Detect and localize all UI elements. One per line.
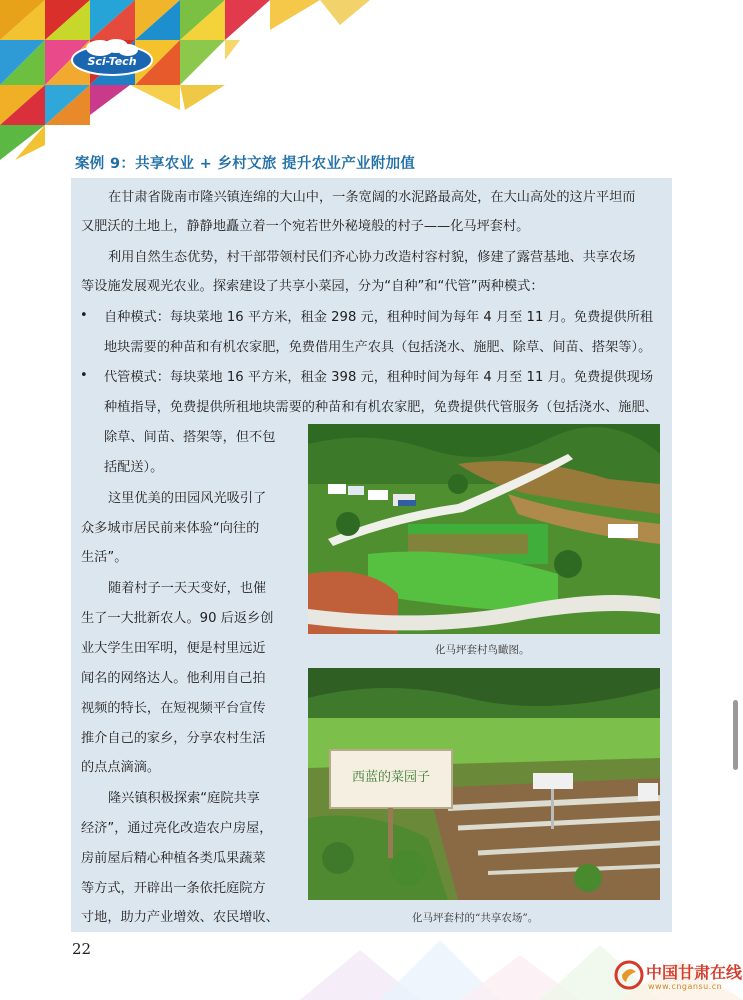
watermark-url: www.cngansu.cn [648,982,723,991]
scrollbar-thumb[interactable] [733,700,738,770]
village-aerial-photo [308,424,660,634]
bullet-2-dot: • [80,368,88,383]
paragraph-2-line-1: 利用自然生态优势，村干部带领村民们齐心协力改造村容村貌，修建了露营基地、共享农场 [108,250,636,265]
paragraph-5-line-3: 房前屋后精心种植各类瓜果蔬菜 [81,851,266,866]
paragraph-4-line-7: 的点点滴滴。 [81,760,161,775]
paragraph-4-line-2: 生了一大批新农人。90 后返乡创 [81,611,274,626]
watermark-logo-icon [614,960,644,990]
photo-1-caption: 化马坪套村鸟瞰图。 [435,644,530,656]
bullet-2-line-1: 代管模式：每块菜地 16 平方米，租金 398 元，租种时间为每年 4 月至 11 月。免费提供现场 [104,370,654,385]
case-title: 案例 9：共享农业 + 乡村文旅 提升农业产业附加值 [75,156,416,172]
bullet-1-dot: • [80,308,88,323]
paragraph-4-line-6: 推介自己的家乡，分享农村生活 [81,731,266,746]
shared-farm-photo [308,668,660,900]
farm-sign-text: 西蓝的菜园子 [351,770,431,785]
paragraph-3-line-3: 生活”。 [81,550,128,565]
bullet-1-line-2: 地块需要的种苗和有机农家肥，免费借用生产农具（包括浇水、施肥、除草、间苗、搭架等）。 [104,340,652,355]
paragraph-4-line-4: 闻名的网络达人。他利用自己拍 [81,671,266,686]
photo-2-caption: 化马坪套村的“共享农场”。 [412,912,539,924]
paragraph-5-line-5: 寸地，助力产业增效、农民增收、 [81,910,279,925]
paragraph-2-line-2: 等设施发展观光农业。探索建设了共享小菜园，分为“自种”和“代管”两种模式： [81,279,544,294]
paragraph-5-line-2: 经济”，通过亮化改造农户房屋， [81,821,273,836]
paragraph-4-line-3: 业大学生田军明，便是村里远近 [81,641,266,656]
bullet-2-line-3: 除草、间苗、搭架等，但不包 [104,430,276,445]
paragraph-1-line-2: 又肥沃的土地上，静静地矗立着一个宛若世外秘境般的村子——化马坪套村。 [81,219,530,234]
paragraph-4-line-5: 视频的特长，在短视频平台宣传 [81,701,266,716]
bullet-1-line-1: 自种模式：每块菜地 16 平方米，租金 298 元，租种时间为每年 4 月至 11 月。免费提供所租 [104,310,654,325]
header-decoration [0,0,743,170]
bullet-2-line-2: 种植指导，免费提供所租地块需要的种苗和有机农家肥，免费提供代管服务（包括浇水、施肥、 [104,400,658,415]
paragraph-5-line-1: 隆兴镇积极探索“庭院共享 [108,791,260,806]
watermark-text: 中国甘肃在线 [646,963,743,982]
logo-text: Sci-Tech [87,55,137,68]
paragraph-3-line-1: 这里优美的田园风光吸引了 [108,491,267,506]
paragraph-5-line-4: 等方式，开辟出一条依托庭院方 [81,881,266,896]
sci-tech-logo [70,38,155,80]
bullet-2-line-4: 括配送）。 [104,460,164,475]
paragraph-3-line-2: 众多城市居民前来体验“向往的 [81,521,260,536]
paragraph-1-line-1: 在甘肃省陇南市隆兴镇连绵的大山中，一条宽阔的水泥路最高处，在大山高处的这片平坦而 [108,190,636,205]
paragraph-4-line-1: 随着村子一天天变好，也催 [108,581,267,596]
page-number: 22 [72,940,92,958]
